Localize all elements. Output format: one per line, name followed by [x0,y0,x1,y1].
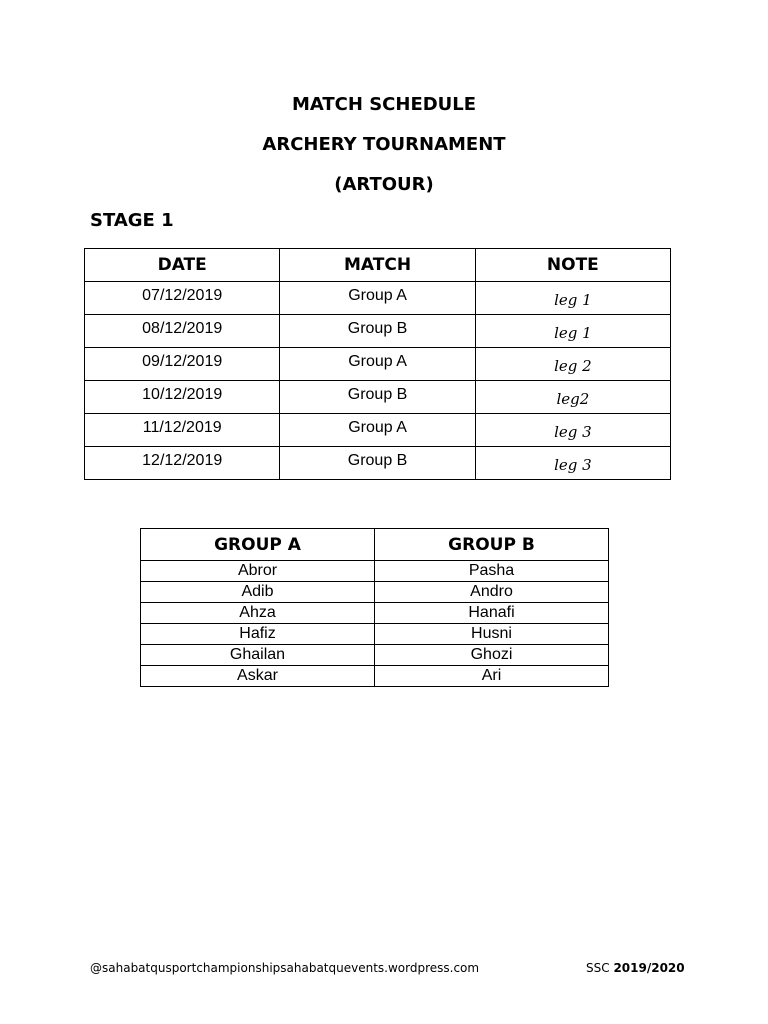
groups-header-row [141,529,609,561]
header-group-b: GROUP B [375,529,609,561]
groups-table [140,528,609,687]
stage-heading: STAGE 1 [90,210,174,231]
header-group-a: GROUP A [141,529,375,561]
note-cell: leg2 [475,381,670,414]
note-cell: leg 3 [475,414,670,447]
group-a-member: Ahza [141,603,375,624]
date-cell: 12/12/2019 [85,447,280,480]
table-row [141,603,609,624]
footer-edition-prefix: SSC [586,961,614,975]
schedule-table [84,248,671,480]
group-b-member: Ari [375,666,609,687]
table-row [141,666,609,687]
table-row [141,624,609,645]
group-b-member: Husni [375,624,609,645]
footer-edition [586,961,685,975]
header-date: DATE [85,249,280,282]
footer-website: @sahabatqusportchampionshipsahabatquevents.wordpress.com [90,961,480,975]
table-row [141,645,609,666]
match-cell: Group B [280,381,475,414]
header-note: NOTE [475,249,670,282]
table-row [85,381,671,414]
match-cell: Group B [280,315,475,348]
date-cell: 07/12/2019 [85,282,280,315]
date-cell: 08/12/2019 [85,315,280,348]
match-cell: Group A [280,348,475,381]
note-cell: leg 1 [475,282,670,315]
date-cell: 09/12/2019 [85,348,280,381]
group-b-member: Hanafi [375,603,609,624]
note-cell: leg 3 [475,447,670,480]
table-row [85,447,671,480]
group-a-member: Adib [141,582,375,603]
table-row [141,582,609,603]
date-cell: 11/12/2019 [85,414,280,447]
match-cell: Group A [280,282,475,315]
table-row [85,414,671,447]
date-cell: 10/12/2019 [85,381,280,414]
schedule-header-row [85,249,671,282]
group-b-member: Andro [375,582,609,603]
title-line-3: (ARTOUR) [334,174,434,195]
table-row [141,561,609,582]
note-cell: leg 1 [475,315,670,348]
table-row [85,282,671,315]
match-cell: Group B [280,447,475,480]
header-match: MATCH [280,249,475,282]
group-a-member: Askar [141,666,375,687]
title-line-2: ARCHERY TOURNAMENT [262,134,506,155]
group-b-member: Pasha [375,561,609,582]
note-cell: leg 2 [475,348,670,381]
group-b-member: Ghozi [375,645,609,666]
title-line-1: MATCH SCHEDULE [291,94,477,115]
group-a-member: Ghailan [141,645,375,666]
group-a-member: Abror [141,561,375,582]
footer-edition-year: 2019/2020 [613,961,685,975]
table-row [85,315,671,348]
table-row [85,348,671,381]
match-cell: Group A [280,414,475,447]
group-a-member: Hafiz [141,624,375,645]
